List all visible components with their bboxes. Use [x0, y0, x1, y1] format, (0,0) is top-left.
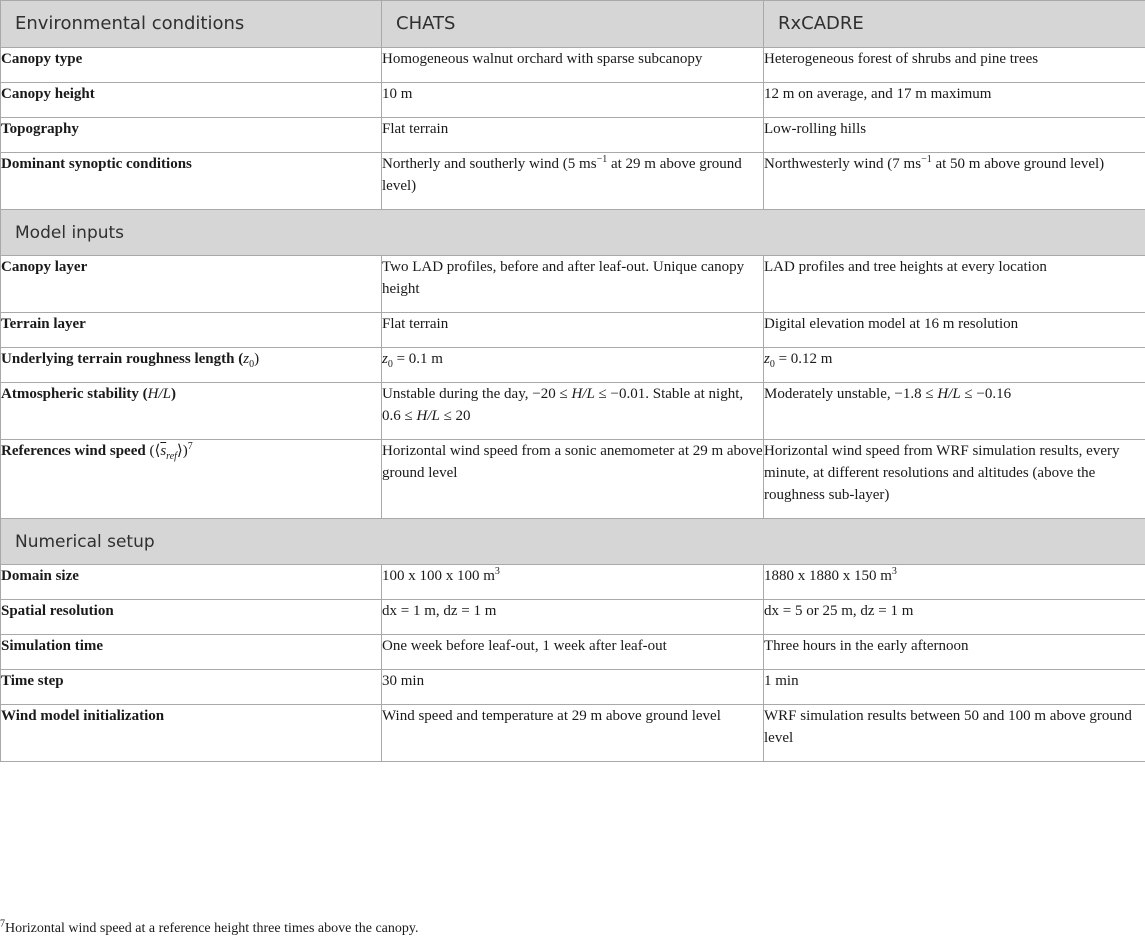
label-sub: 0 — [249, 359, 255, 370]
table-row — [1, 153, 1145, 210]
section-row-model-inputs — [1, 210, 1145, 256]
chats-cell: Wind speed and temperature at 29 m above ground level — [382, 705, 764, 762]
chats-text-c: ≤ 20 — [439, 408, 471, 424]
chats-var-2: H/L — [416, 408, 440, 424]
footnote-marker: 7 — [0, 918, 5, 930]
rxcadre-cell: Three hours in the early afternoon — [764, 635, 1145, 670]
rxcadre-superscript: 3 — [891, 566, 897, 577]
table-row — [1, 83, 1145, 118]
rxcadre-cell: dx = 5 or 25 m, dz = 1 m — [764, 600, 1145, 635]
row-label — [1, 383, 382, 440]
chats-cell — [382, 348, 764, 383]
row-label: Canopy type — [1, 48, 382, 83]
rxcadre-cell: 12 m on average, and 17 m maximum — [764, 83, 1145, 118]
chats-cell: Two LAD profiles, before and after leaf-out. Unique canopy height — [382, 256, 764, 313]
chats-cell: Flat terrain — [382, 118, 764, 153]
chats-cell: One week before leaf-out, 1 week after leaf-out — [382, 635, 764, 670]
row-label: Time step — [1, 670, 382, 705]
rxcadre-cell — [764, 383, 1145, 440]
table-header-row — [1, 1, 1145, 48]
chats-text: 100 x 100 x 100 m — [382, 568, 495, 584]
row-label — [1, 440, 382, 519]
rxcadre-cell: 1 min — [764, 670, 1145, 705]
rxcadre-var: H/L — [937, 386, 961, 402]
table-row — [1, 705, 1145, 762]
label-text-a: References wind speed — [1, 443, 146, 459]
table-footnote — [0, 920, 418, 938]
row-label: Topography — [1, 118, 382, 153]
row-label: Terrain layer — [1, 313, 382, 348]
row-label — [1, 348, 382, 383]
chats-cell: dx = 1 m, dz = 1 m — [382, 600, 764, 635]
chats-rest: = 0.1 m — [392, 351, 443, 367]
chats-cell: 10 m — [382, 83, 764, 118]
row-label: Domain size — [1, 565, 382, 600]
rxcadre-rest: = 0.12 m — [774, 351, 833, 367]
row-label: Simulation time — [1, 635, 382, 670]
rxcadre-cell: Heterogeneous forest of shrubs and pine trees — [764, 48, 1145, 83]
label-sub: ref — [166, 451, 177, 462]
footnote-text: Horizontal wind speed at a reference height three times above the canopy. — [5, 921, 419, 936]
chats-var-1: H/L — [571, 386, 595, 402]
table-row — [1, 635, 1145, 670]
row-label: Canopy height — [1, 83, 382, 118]
chats-cell: Homogeneous walnut orchard with sparse subcanopy — [382, 48, 764, 83]
chats-text-a: Unstable during the day, −20 ≤ — [382, 386, 572, 402]
rxcadre-cell — [764, 153, 1145, 210]
header-chats: CHATS — [382, 1, 764, 48]
row-label: Dominant synoptic conditions — [1, 153, 382, 210]
label-text-b: ) — [254, 351, 260, 367]
header-rxcadre: RxCADRE — [764, 1, 1145, 48]
table-row — [1, 565, 1145, 600]
chats-text-a: Northerly and southerly wind (5 ms — [382, 156, 597, 172]
table-row — [1, 440, 1145, 519]
rxcadre-cell: Horizontal wind speed from WRF simulation results, every minute, at different resolutions and altitudes (above the roughness sub-layer) — [764, 440, 1145, 519]
rxcadre-cell — [764, 565, 1145, 600]
header-environmental-conditions: Environmental conditions — [1, 1, 382, 48]
rxcadre-text: 1880 x 1880 x 150 m — [764, 568, 892, 584]
table-row — [1, 48, 1145, 83]
label-footnote-marker: 7 — [187, 441, 193, 452]
chats-cell: 30 min — [382, 670, 764, 705]
label-paren-open: (⟨ — [145, 443, 161, 459]
chats-sub: 0 — [387, 359, 393, 370]
rxcadre-text-b: ≤ −0.16 — [960, 386, 1012, 402]
table-row — [1, 348, 1145, 383]
table-row — [1, 256, 1145, 313]
table-row — [1, 600, 1145, 635]
chats-cell: Flat terrain — [382, 313, 764, 348]
rxcadre-sub: 0 — [769, 359, 775, 370]
rxcadre-cell — [764, 348, 1145, 383]
label-text-a: Atmospheric stability ( — [1, 386, 148, 402]
table-row — [1, 383, 1145, 440]
section-title: Model inputs — [1, 210, 1145, 256]
table-row — [1, 118, 1145, 153]
chats-cell: Horizontal wind speed from a sonic anemometer at 29 m above ground level — [382, 440, 764, 519]
rxcadre-cell: LAD profiles and tree heights at every location — [764, 256, 1145, 313]
chats-text-b: at 29 m above ground level) — [382, 156, 742, 194]
rxcadre-text-a: Northwesterly wind (7 ms — [764, 156, 922, 172]
table-row — [1, 670, 1145, 705]
section-title: Numerical setup — [1, 519, 1145, 565]
chats-superscript: 3 — [494, 566, 500, 577]
label-text-b: ) — [171, 386, 176, 402]
rxcadre-cell: Low-rolling hills — [764, 118, 1145, 153]
rxcadre-cell: WRF simulation results between 50 and 100 m above ground level — [764, 705, 1145, 762]
label-text-a: Underlying terrain roughness length ( — [1, 351, 244, 367]
label-var: $\overline{s}$ — [160, 443, 167, 459]
label-paren-close: ⟩) — [176, 443, 188, 459]
row-label: Spatial resolution — [1, 600, 382, 635]
chats-var: z — [382, 351, 388, 367]
rxcadre-text-b: at 50 m above ground level) — [931, 156, 1105, 172]
label-var: z — [243, 351, 250, 367]
section-row-numerical-setup — [1, 519, 1145, 565]
chats-cell — [382, 565, 764, 600]
table-row — [1, 313, 1145, 348]
chats-superscript: −1 — [596, 154, 608, 165]
row-label: Wind model initialization — [1, 705, 382, 762]
rxcadre-superscript: −1 — [921, 154, 932, 165]
row-label: Canopy layer — [1, 256, 382, 313]
rxcadre-cell: Digital elevation model at 16 m resolution — [764, 313, 1145, 348]
rxcadre-text-a: Moderately unstable, −1.8 ≤ — [764, 386, 938, 402]
chats-text-b: ≤ −0.01. Stable at night, 0.6 ≤ — [382, 386, 744, 424]
chats-cell — [382, 153, 764, 210]
label-var: H/L — [147, 386, 171, 402]
chats-cell — [382, 383, 764, 440]
rxcadre-var: z — [764, 351, 770, 367]
